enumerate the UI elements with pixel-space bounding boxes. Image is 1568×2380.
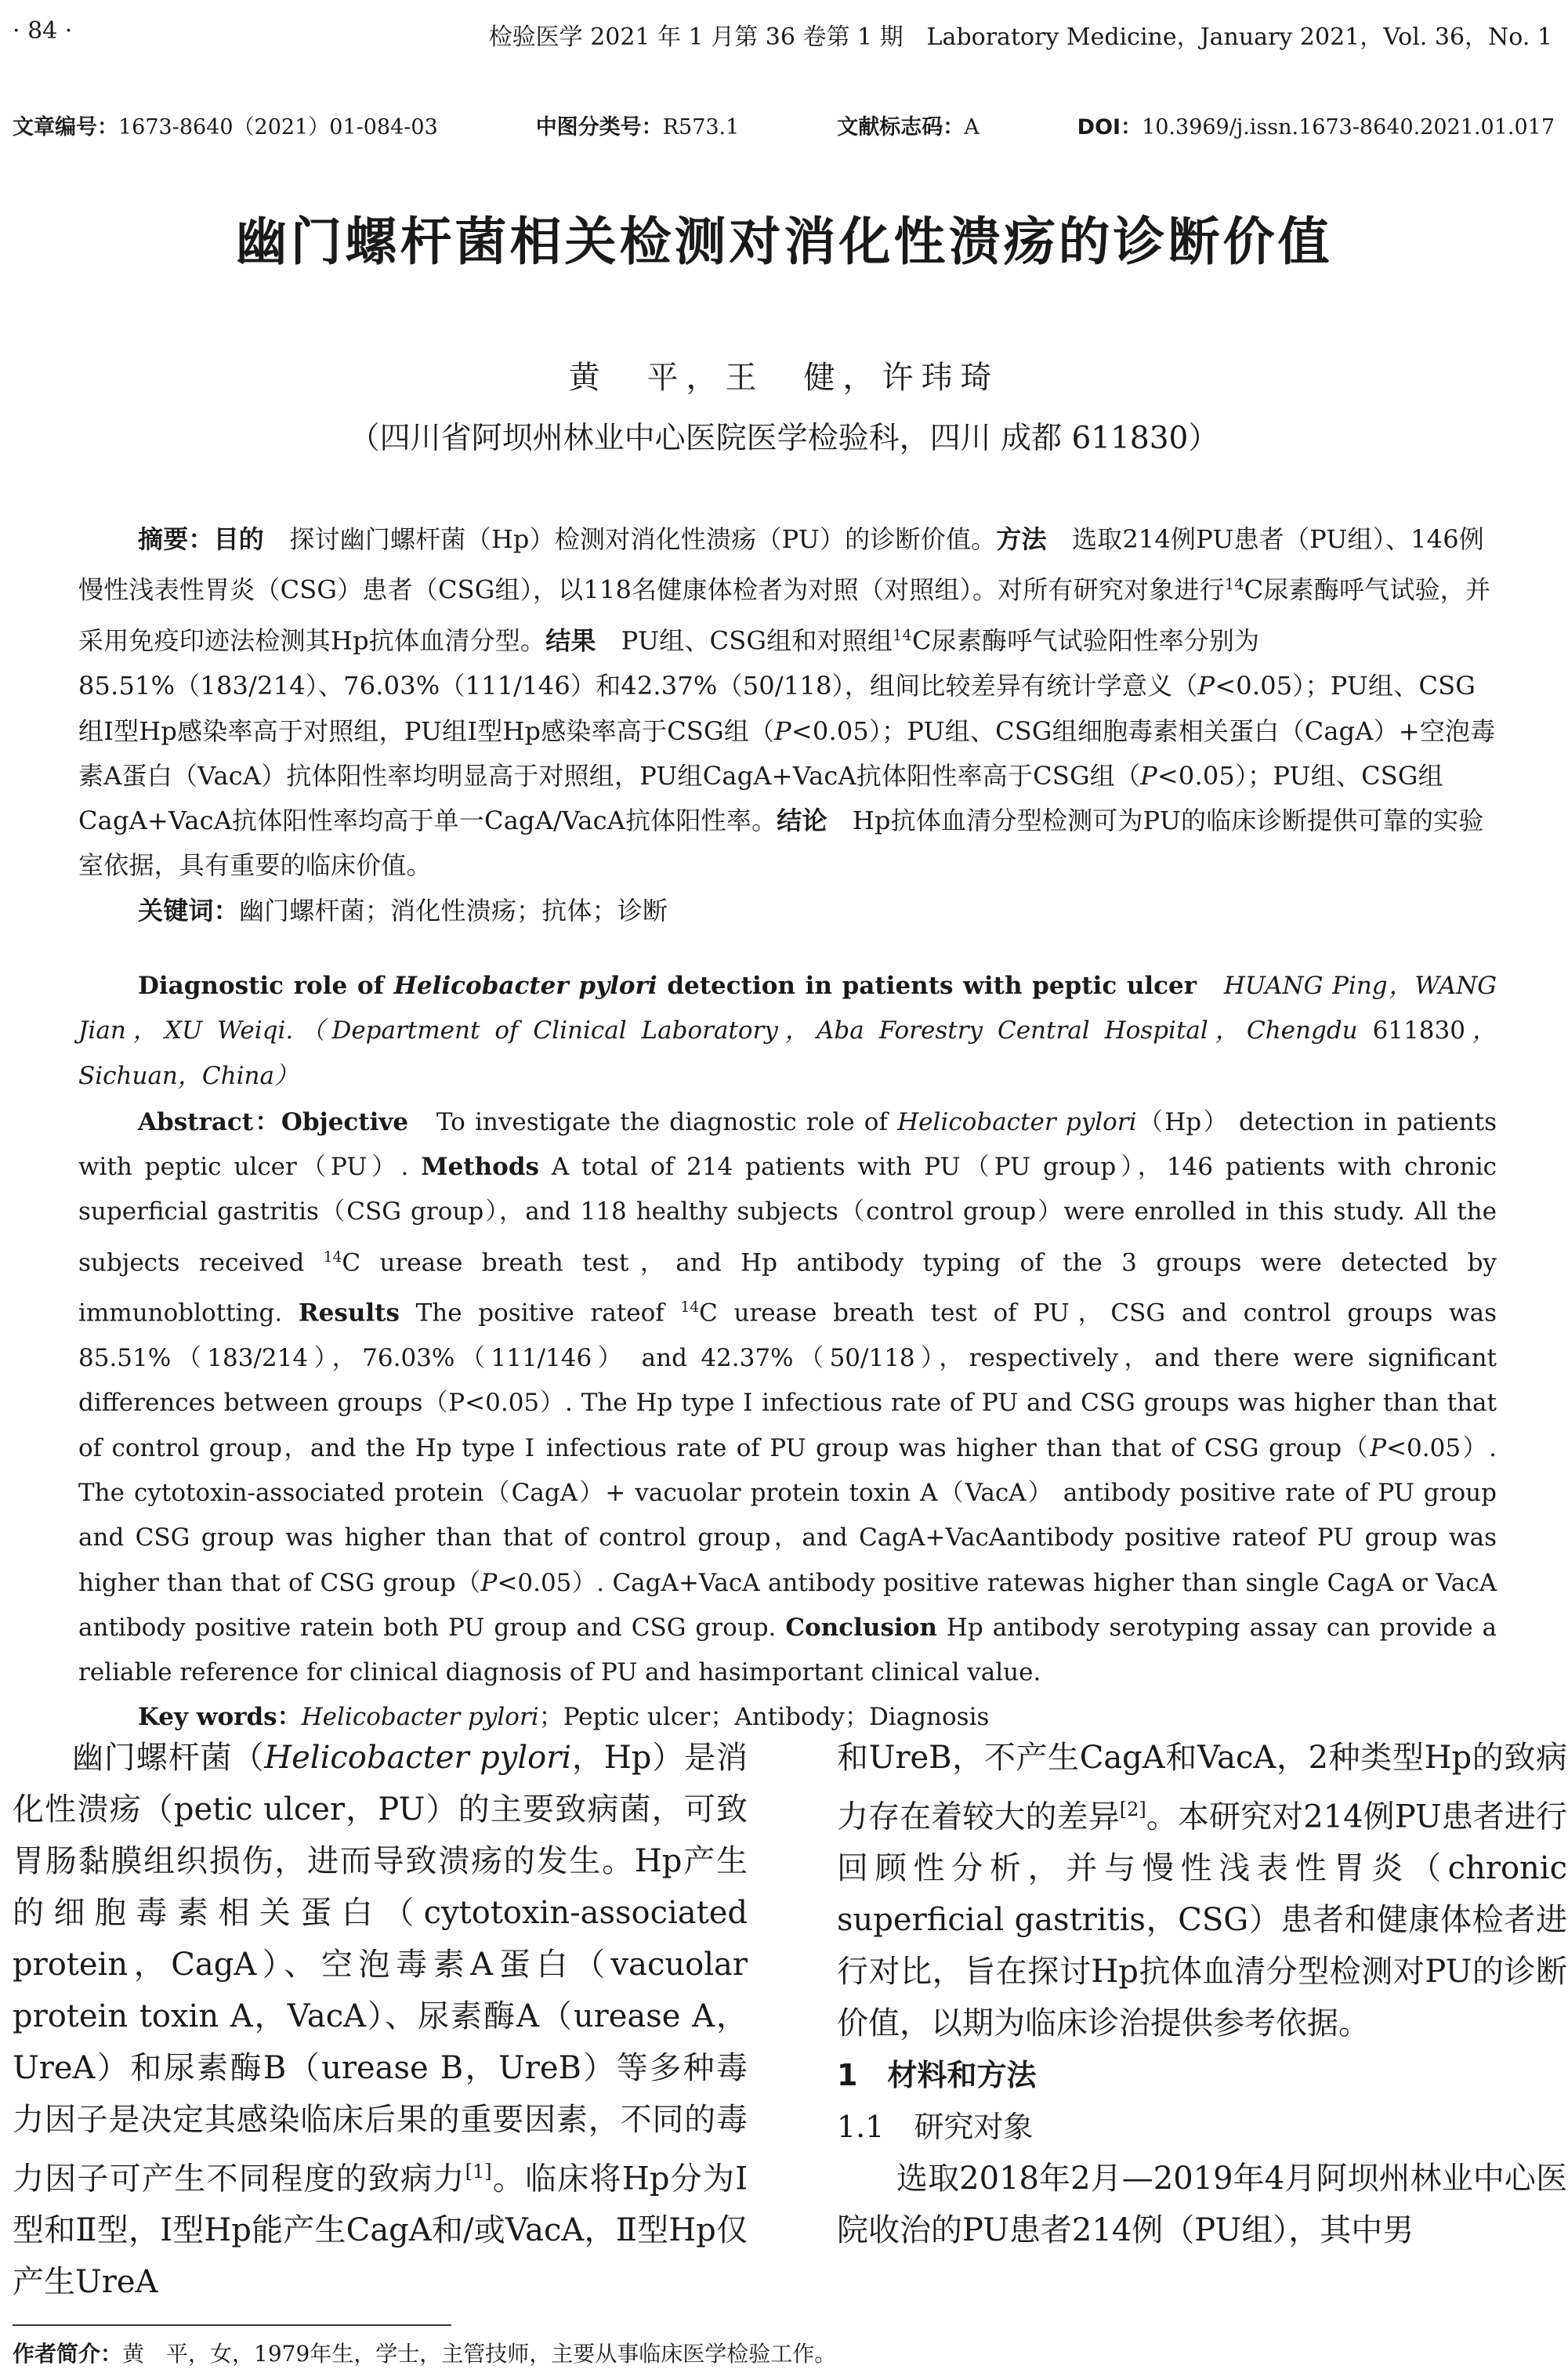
intro-paragraph: 幽门螺杆菌（Helicobacter pylori，Hp）是消化性溃疡（petic ulcer，PU）的主要致病菌，可致胃肠黏膜组织损伤，进而导致溃疡的发生。Hp产生的细胞毒素相关蛋白（cytotoxin-associated protein，CagA）、空泡毒素A蛋白（vacuolar protein toxin A，VacA）、尿素酶A（urease A，UreA）和尿素酶B（urease B，UreB）等多种毒力因子是决定其感染临床后果的重要因素，不同的毒力因子可产生不同程度的致病力[1]。临床将Hp分为Ⅰ型和Ⅱ型，Ⅰ型Hp能产生CagA和/或VacA，Ⅱ型Hp仅产生UreA — [13, 1740, 748, 2301]
subsection-heading: 1.1 研究对象 — [837, 2110, 1034, 2145]
author-footnote: 作者简介：黄 平，女，1979年生，学士，主管技师，主要从事临床医学检验工作。 — [13, 2341, 837, 2367]
article-title: 幽门螺杆菌相关检测对消化性溃疡的诊断价值 — [235, 212, 1333, 272]
chinese-abstract-text: 摘要：目的 探讨幽门螺杆菌（Hp）检测对消化性溃疡（PU）的诊断价值。方法 选取214例PU患者（PU组）、146例慢性浅表性胃炎（CSG）患者（CSG组），以118名健康体检者为对照（对照组）。对所有研究对象进行$^{14}$C尿素酶呼气试验，并采用免疫印迹法检测其Hp抗体血清分型。结果 PU组、CSG组和对照组$^{14}$C尿素酶呼气试验阳性率分别为85.51%（183/214）、76.03%（111/146）和42.37%（50/118），组间比较差异有统计学意义（P<0.05）；PU组、CSG组Ⅰ型Hp感染率高于对照组，PU组Ⅰ型Hp感染率高于CSG组（P<0.05）；PU组、CSG组细胞毒素相关蛋白（CagA）+空泡毒素A蛋白（VacA）抗体阳性率均明显高于对照组，PU组CagA+VacA抗体阳性率高于CSG组（P<0.05）；PU组、CSG组CagA+VacA抗体阳性率均高于单一CagA/VacA抗体阳性率。结论 Hp抗体血清分型检测可为PU的临床诊断提供可靠的实验室依据，具有重要的临床价值。 — [78, 524, 1496, 881]
section-heading: 1 材料和方法 — [837, 2058, 1037, 2093]
article-number: 文章编号：1673-8640（2021）01-084-03 — [13, 115, 438, 139]
body-left-column — [13, 1732, 748, 2308]
authors: 黄 平，王 健，许玮琦 — [568, 360, 1000, 396]
clc-number: 中图分类号：R573.1 — [535, 115, 740, 139]
english-abstract-text: Abstract：Objective To investigate the diagnostic role of Helicobacter pylori（Hp） detection in patients with peptic ulcer（PU）. Methods A total of 214 patients with PU（PU group），146 patients with chronic superficial gastritis（CSG group），and 118 healthy subjects（control group）were enrolled in this study. All the subjects received $^{14}$C urease breath test，and Hp antibody typing of the 3 groups were detected by immunoblotting. Results The positive rateof $^{14}$C urease breath test of PU，CSG and control groups was 85.51%（183/214），76.03%（111/146） and 42.37%（50/118），respectively，and there were significant differences between groups（P<0.05）. The Hp type Ⅰ infectious rate of PU and CSG groups was higher than that of control group，and the Hp type Ⅰ infectious rate of PU group was higher than that of CSG group（P<0.05）. The cytotoxin-associated protein（CagA）+ vacuolar protein toxin A（VacA） antibody positive rate of PU group and CSG group was higher than that of control group，and CagA+VacAantibody positive rateof PU group was higher than that of CSG group（P<0.05）. CagA+VacA antibody positive ratewas higher than single CagA or VacA antibody positive ratein both PU group and CSG group. Conclusion Hp antibody serotyping assay can provide a reliable reference for clinical diagnosis of PU and hasimportant clinical value. — [78, 1107, 1497, 1687]
page-number: · 84 · — [13, 17, 73, 45]
chinese-abstract — [78, 517, 1497, 933]
intro-paragraph-continued: 和UreB，不产生CagA和VacA，2种类型Hp的致病力存在着较大的差异[2]。本研究对214例PU患者进行回顾性分析，并与慢性浅表性胃炎（chronic superficial gastritis，CSG）患者和健康体检者进行对比，旨在探讨Hp抗体血清分型检测对PU的诊断价值，以期为临床诊治提供参考依据。 — [837, 1740, 1568, 2042]
article-meta — [13, 110, 1555, 140]
chinese-keywords: 关键词：幽门螺杆菌；消化性溃疡；抗体；诊断 — [138, 895, 668, 926]
running-head: 检验医学 2021 年 1 月第 36 卷第 1 期 Laboratory Medicine，January 2021，Vol. 36，No. 1 — [488, 24, 1552, 51]
footnote-divider — [13, 2324, 451, 2326]
doi: DOI：10.3969/j.issn.1673-8640.2021.01.017 — [1077, 115, 1555, 139]
english-title: Diagnostic role of Helicobacter pylori detection in patients with peptic ulcer HUANG Ping，WANG Jian，XU Weiqi.（Department of Clinical Laboratory，Aba Forestry Central Hospital，Chengdu 611830，Sichuan，China） — [78, 972, 1497, 1090]
body-right-column — [837, 1732, 1567, 2256]
english-keywords: Key words：Helicobacter pylori；Peptic ulcer；Antibody；Diagnosis — [138, 1703, 990, 1732]
document-code: 文献标志码：A — [837, 115, 980, 139]
english-abstract — [78, 964, 1497, 1741]
subjects-paragraph: 选取2018年2月—2019年4月阿坝州林业中心医院收治的PU患者214例（PU组），其中男 — [837, 2161, 1567, 2249]
affiliation: （四川省阿坝州林业中心医院医学检验科，四川 成都 611830） — [349, 421, 1219, 456]
